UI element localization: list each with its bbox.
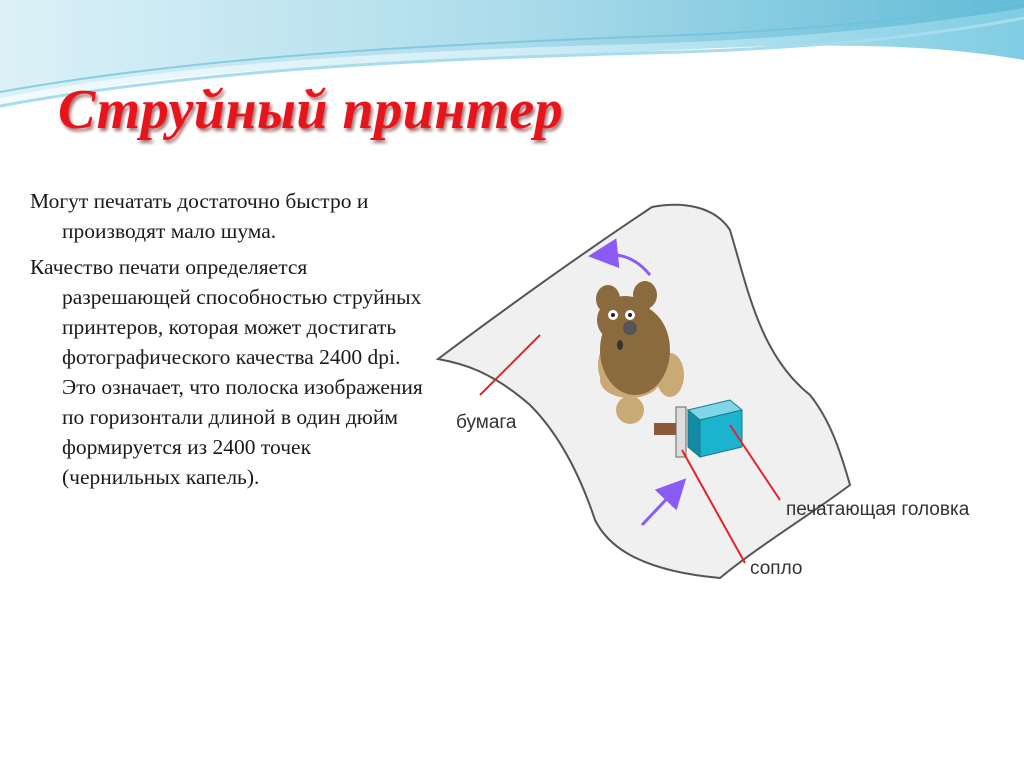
paragraph-speed: Могут печатать достаточно быстро и производят мало шума.: [30, 189, 369, 243]
label-paper: бумага: [456, 412, 517, 433]
paragraph-quality: Качество печати определяется разрешающей способностью струйных принтеров, которая может достигать фотографического качества 2400 dpi. Это означает, что полоска изображения по горизонтали длиной в один дюйм формируется из 2400 точек (чернильных капель).: [30, 255, 423, 489]
inkjet-diagram: [430, 195, 1024, 595]
body-text: [30, 186, 430, 498]
label-nozzle: сопло: [750, 558, 803, 579]
slide-title: Струйный принтер: [58, 79, 564, 141]
label-print-head: печатающая головка: [786, 499, 970, 520]
